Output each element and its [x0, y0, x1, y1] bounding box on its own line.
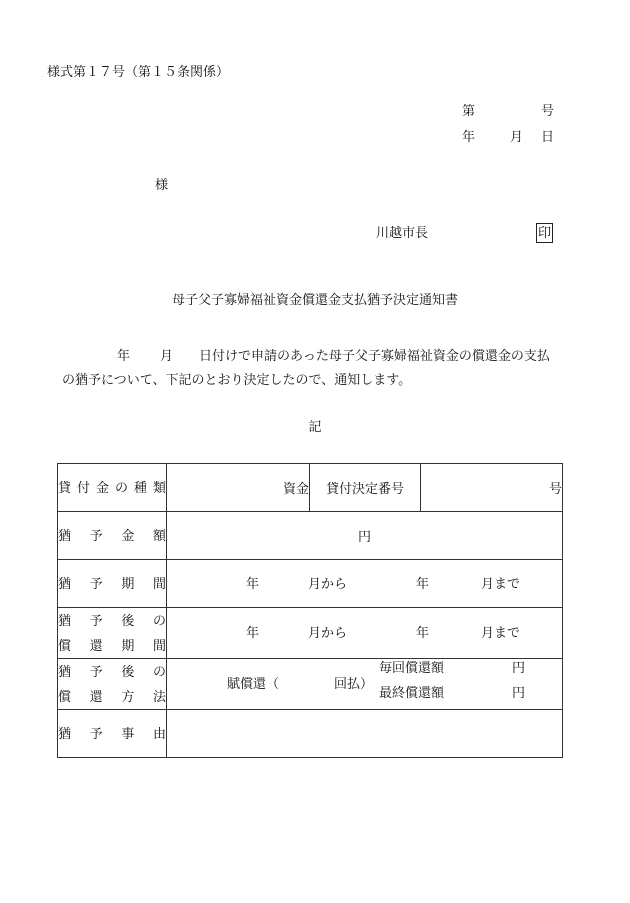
fund-suffix: 資金 — [282, 481, 309, 496]
table-row-deferral-reason — [58, 710, 563, 758]
decision-number-label: 貸付決定番号 — [325, 481, 404, 496]
deferral-reason-label: 猶 予 事 由 — [58, 725, 166, 741]
repayment-to-month: 月まで — [481, 625, 521, 640]
deferred-amount-label-cell — [58, 512, 167, 560]
deferral-to-year: 年 — [416, 575, 430, 591]
deferral-period-cell — [167, 560, 563, 608]
repayment-period-label-cell — [58, 608, 167, 659]
deferred-amount-label: 猶 予 金 額 — [58, 527, 166, 543]
deferral-from-month: 月から — [308, 575, 348, 591]
doc-number-prefix: 第 — [462, 103, 476, 118]
table-row-loan-type — [58, 464, 563, 512]
each-repayment-label: 毎回償還額 — [379, 660, 445, 675]
final-repayment-label: 最終償還額 — [379, 685, 445, 700]
repayment-period-label-line-2: 償 還 期 間 — [58, 638, 166, 653]
installment-prefix: 賦償還（ — [227, 676, 280, 691]
decision-number-label-cell — [310, 464, 421, 512]
each-repayment-unit: 円 — [512, 660, 526, 675]
application-year: 年 — [117, 348, 131, 363]
table-row-deferral-period — [58, 560, 563, 608]
decision-details-table — [57, 463, 563, 758]
loan-type-label-cell — [58, 464, 167, 512]
ki-heading: 記 — [308, 419, 322, 434]
repayment-from-year: 年 — [246, 625, 260, 640]
table-row-deferred-amount — [58, 512, 563, 560]
body-line-2: の猶予について、下記のとおり決定したので、通知します。 — [62, 372, 412, 387]
form-number: 様式第１７号（第１５条関係） — [47, 64, 230, 79]
document-title: 母子父子寡婦福祉資金償還金支払猶予決定通知書 — [171, 292, 458, 307]
deferral-reason-label-cell — [58, 710, 167, 758]
deferred-amount-unit: 円 — [357, 529, 371, 544]
issue-date-day: 日 — [541, 129, 555, 144]
doc-number-suffix: 号 — [541, 103, 555, 118]
issuer-name: 川越市長 — [376, 225, 429, 240]
installment-suffix: 回払） — [334, 676, 374, 691]
seal-mark: 印 — [536, 223, 553, 243]
final-repayment-unit: 円 — [512, 685, 526, 700]
body-line-1: 日付けで申請のあった母子父子寡婦福祉資金の償還金の支払 — [199, 348, 550, 363]
repayment-to-year: 年 — [416, 625, 430, 640]
deferral-period-label-cell — [58, 560, 167, 608]
repayment-method-label-line-2: 償 還 方 法 — [58, 689, 166, 704]
number-suffix: 号 — [548, 481, 562, 496]
repayment-from-month: 月から — [308, 625, 348, 640]
application-month: 月 — [160, 348, 174, 363]
issue-date-month: 月 — [510, 129, 524, 144]
deferral-period-label: 猶 予 期 間 — [58, 575, 166, 591]
loan-type-label: 貸付金の種類 — [58, 479, 166, 495]
deferral-from-year: 年 — [246, 575, 260, 591]
repayment-method-label-cell — [58, 659, 167, 710]
deferral-reason-cell — [167, 710, 563, 758]
decision-number-cell — [421, 464, 563, 512]
recipient-honorific: 様 — [155, 177, 169, 192]
repayment-method-label-line-1: 猶 予 後 の — [58, 664, 166, 679]
repayment-period-label-line-1: 猶 予 後 の — [58, 613, 166, 628]
repayment-method-cell — [167, 659, 563, 710]
issue-date-year: 年 — [462, 129, 476, 144]
deferred-amount-cell — [167, 512, 563, 560]
table-row-repayment-period — [58, 608, 563, 659]
fund-type-cell — [167, 464, 310, 512]
deferral-to-month: 月まで — [481, 575, 521, 591]
table-row-repayment-method — [58, 659, 563, 710]
repayment-period-cell — [167, 608, 563, 659]
